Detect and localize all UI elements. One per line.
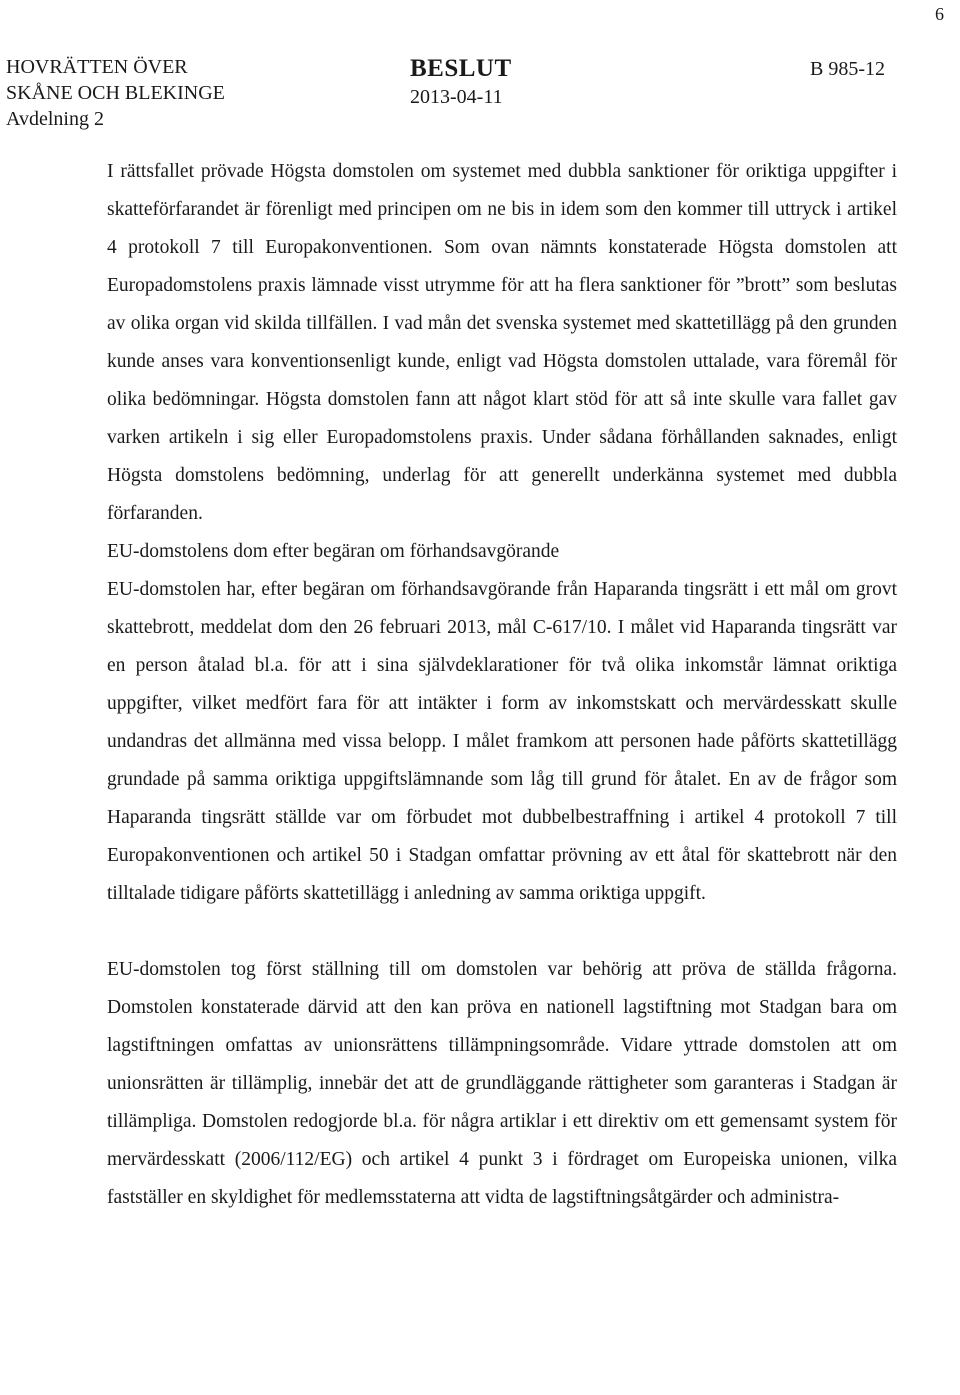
paragraph-supreme-court: I rättsfallet prövade Högsta domstolen om systemet med dubbla sanktioner för oriktiga uppgifter i skatteförfarandet är förenligt med principen om ne bis in idem som den kommer till uttryck i artikel 4 protokoll 7 till Europakonventionen. Som ovan nämnts konstaterade Högsta domstolen att Europadomstolens praxis lämnade visst utrymme för att ha flera sanktioner för ”brott” som beslutas av olika organ vid skilda tillfällen. I vad mån det svenska systemet med skattetillägg på den grunden kunde anses vara konventionsenligt kunde, enligt vad Högsta domstolen uttalade, vara föremål för olika bedömningar. Högsta domstolen fann att något klart stöd för att så inte skulle vara fallet gav varken artikeln i sig eller Europadomstolens praxis. Under sådana förhållanden saknades, enligt Högsta domstolens bedömning, underlag för att generellt underkänna systemet med dubbla förfaranden. xyxy=(107,161,897,524)
document-type: BESLUT xyxy=(410,55,512,82)
document-date: 2013-04-11 xyxy=(410,86,503,108)
document-type-block xyxy=(410,54,512,110)
document-header xyxy=(0,54,960,134)
case-number: B 985-12 xyxy=(810,58,885,80)
court-name-line2: SKÅNE OCH BLEKINGE xyxy=(6,82,225,104)
section-heading: EU-domstolens dom efter begäran om förhandsavgörande xyxy=(107,541,560,562)
court-name xyxy=(6,54,225,132)
document-body xyxy=(107,153,897,1217)
court-name-line1: HOVRÄTTEN ÖVER xyxy=(6,56,188,78)
page-number: 6 xyxy=(935,4,944,24)
paragraph-eu-court-jurisdiction: EU-domstolen tog först ställning till om domstolen var behörig att pröva de ställda frågorna. Domstolen konstaterade därvid att den kan pröva en nationell lagstiftning mot Stadgan bara om lagstiftningen omfattas av unionsrättens tillämpningsområde. Vidare yttrade domstolen att om unionsrätten är tillämplig, innebär det att de grundläggande rättigheter som garanteras i Stadgan är tillämpliga. Domstolen redogjorde bl.a. för några artiklar i ett direktiv om ett gemensamt system för mervärdesskatt (2006/112/EG) och artikel 4 punkt 3 i fördraget om Europeiska unionen, vilka fastställer en skyldighet för medlemsstaterna att vidta de lagstiftningsåtgärder och administra- xyxy=(107,959,897,1208)
court-division: Avdelning 2 xyxy=(6,108,104,130)
paragraph-eu-court-ruling: EU-domstolen har, efter begäran om förhandsavgörande från Haparanda tingsrätt i ett mål om grovt skattebrott, meddelat dom den 26 februari 2013, mål C-617/10. I målet vid Haparanda tingsrätt var en person åtalad bl.a. för att i sina självdeklarationer för två olika inkomstår lämnat oriktiga uppgifter, vilket medfört fara för att intäkter i form av inkomstskatt och mervärdesskatt skulle undandras det allmänna med vissa belopp. I målet framkom att personen hade påförts skattetillägg grundade på samma oriktiga uppgiftslämnande som låg till grund för åtalet. En av de frågor som Haparanda tingsrätt ställde var om förbudet mot dubbelbestraffning i artikel 4 protokoll 7 till Europakonventionen och artikel 50 i Stadgan omfattar prövning av ett åtal för skattebrott när den tilltalade tidigare påförts skattetillägg i anledning av samma oriktiga uppgift. xyxy=(107,579,897,904)
